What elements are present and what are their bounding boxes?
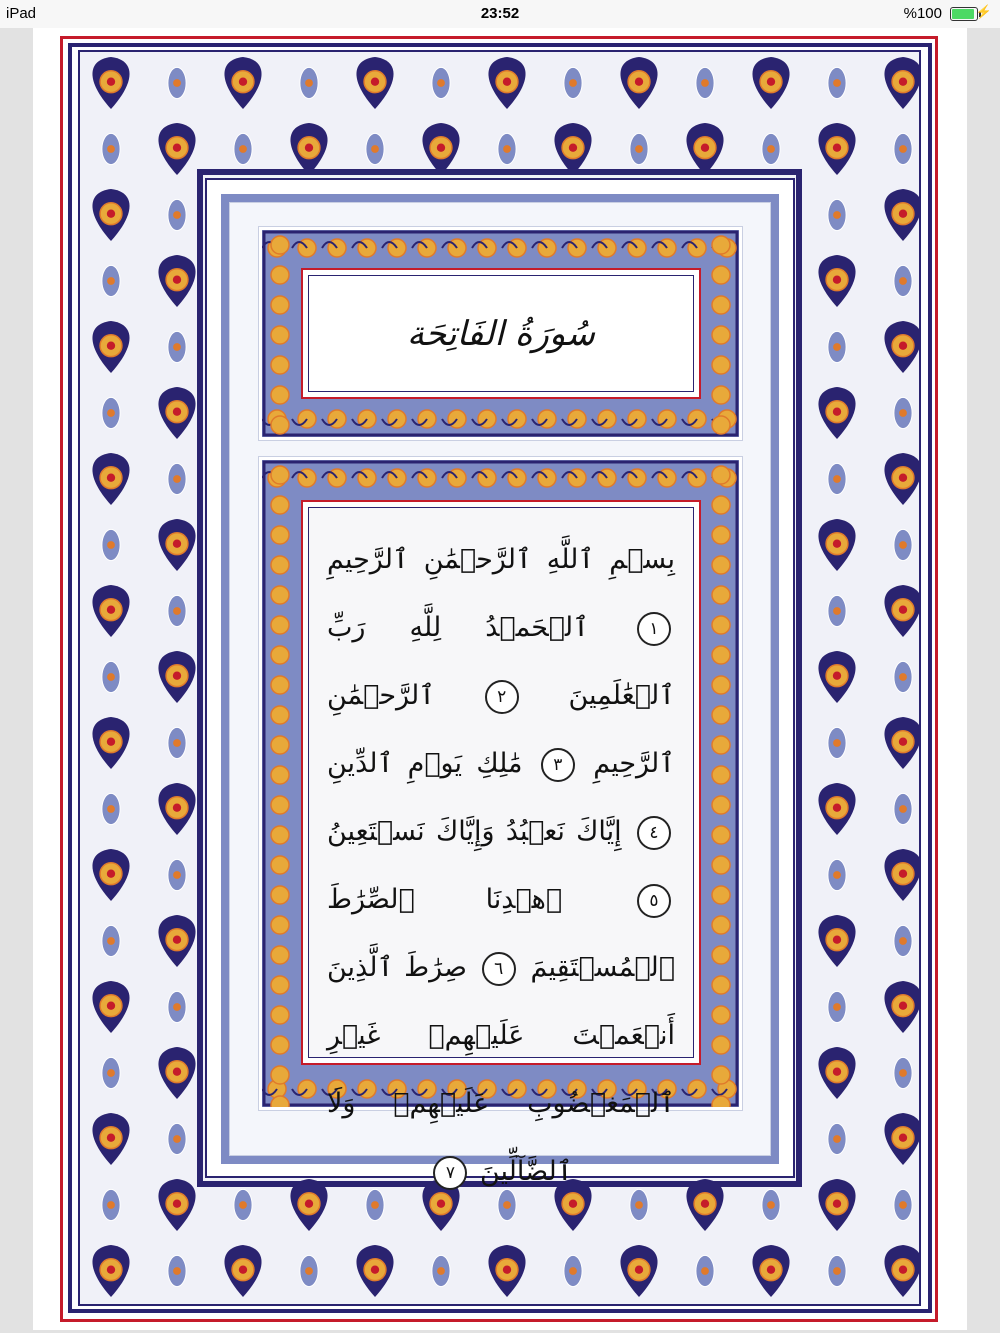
- surah-title: سُورَةُ الفَاتِحَة: [406, 313, 596, 354]
- title-box: [308, 275, 694, 392]
- verse-1-text: بِسۡمِ ٱللَّهِ ٱلرَّحۡمَٰنِ ٱلرَّحِيمِ: [327, 544, 675, 575]
- battery-percentage: %100: [903, 5, 942, 22]
- verse-6-text: ٱهۡدِنَا ٱلصِّرَٰطَ ٱلۡمُسۡتَقِيمَ: [327, 884, 675, 983]
- status-bar: [0, 0, 1000, 28]
- ayah-marker-5: ٥: [637, 884, 671, 918]
- ayah-marker-4: ٤: [637, 816, 671, 850]
- verse-4-text: مَٰلِكِ يَوۡمِ ٱلدِّينِ: [327, 748, 523, 779]
- verses-text: [327, 526, 675, 1206]
- verse-3-text: ٱلرَّحۡمَٰنِ ٱلرَّحِيمِ: [327, 680, 675, 779]
- ayah-marker-6: ٦: [482, 952, 516, 986]
- verses-box: [308, 507, 694, 1187]
- verse-2-text: ٱلۡحَمۡدُ لِلَّهِ رَبِّ ٱلۡعَٰلَمِينَ: [327, 612, 675, 711]
- ayah-marker-3: ٣: [541, 748, 575, 782]
- ayah-marker-1: ١: [637, 612, 671, 646]
- battery-icon: [950, 7, 978, 21]
- verse-7-text: صِرَٰطَ ٱلَّذِينَ أَنۡعَمۡتَ عَلَيۡهِمۡ غَيۡرِ ٱلۡمَغۡضُوبِ عَلَيۡهِمۡ وَلَا ٱلضَّآلِّينَ: [327, 952, 675, 1187]
- ayah-marker-2: ٢: [485, 680, 519, 714]
- verse-5-text: إِيَّاكَ نَعۡبُدُ وَإِيَّاكَ نَسۡتَعِينُ: [327, 816, 622, 847]
- device-name: iPad: [6, 5, 37, 22]
- mushaf-page[interactable]: [33, 28, 967, 1330]
- ayah-marker-7: ٧: [433, 1156, 467, 1190]
- clock: 23:52: [480, 5, 520, 22]
- charging-bolt-icon: ⚡: [975, 4, 992, 19]
